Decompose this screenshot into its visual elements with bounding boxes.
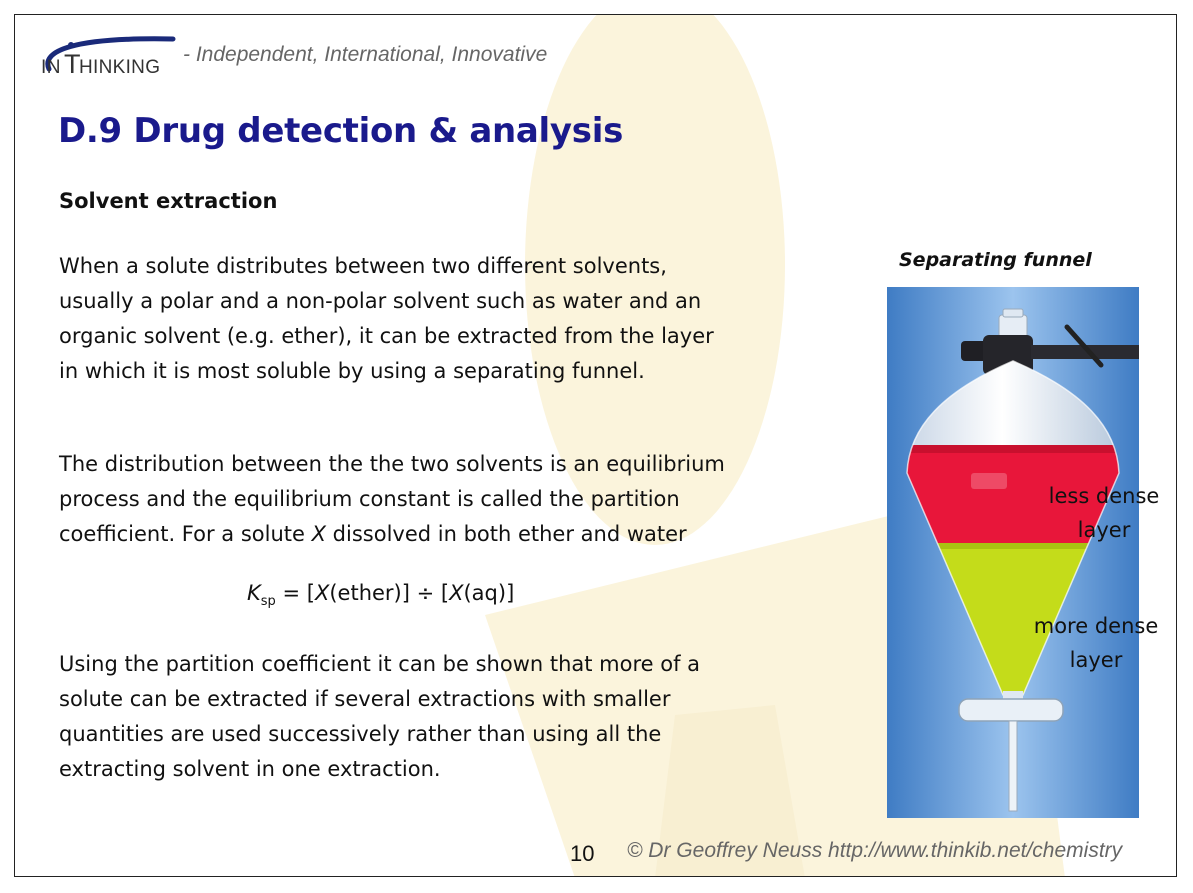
text-line: The distribution between the the two solvents is an equilibrium bbox=[59, 452, 725, 476]
separating-funnel-photo bbox=[887, 287, 1139, 818]
inthinking-logo bbox=[33, 29, 183, 79]
tagline: - Independent, International, Innovative bbox=[183, 43, 548, 66]
conclusion-paragraph bbox=[59, 647, 849, 787]
text-line: quantities are used successively rather than using all the bbox=[59, 722, 662, 746]
copyright-footer: © Dr Geoffrey Neuss http://www.thinkib.net/chemistry bbox=[627, 839, 1123, 862]
partition-paragraph bbox=[59, 447, 849, 552]
text-line: organic solvent (e.g. ether), it can be extracted from the layer bbox=[59, 324, 714, 348]
page-title: D.9 Drug detection & analysis bbox=[58, 111, 624, 151]
text-line: usually a polar and a non-polar solvent such as water and an bbox=[59, 289, 702, 313]
svg-text:IN: IN bbox=[41, 57, 61, 78]
section-heading: Solvent extraction bbox=[59, 189, 278, 213]
text-line: extracting solvent in one extraction. bbox=[59, 757, 441, 781]
figure-caption: Separating funnel bbox=[899, 249, 1092, 271]
text-line: When a solute distributes between two different solvents, bbox=[59, 254, 667, 278]
svg-text:HINKING: HINKING bbox=[79, 57, 161, 78]
text-line: coefficient. For a solute X dissolved in both ether and water bbox=[59, 522, 687, 546]
text-line: in which it is most soluble by using a separating funnel. bbox=[59, 359, 645, 383]
text-line: Using the partition coefficient it can be shown that more of a bbox=[59, 652, 701, 676]
less-dense-layer-label: less dense layer bbox=[1048, 484, 1160, 542]
intro-paragraph bbox=[59, 249, 849, 389]
page-number: 10 bbox=[570, 841, 595, 866]
partition-formula: $K_{sp}$ = [X(ether)] ÷ [X(aq)] bbox=[247, 581, 515, 610]
svg-text:T: T bbox=[64, 49, 81, 79]
text-line: process and the equilibrium constant is called the partition bbox=[59, 487, 680, 511]
slide bbox=[14, 14, 1177, 877]
more-dense-layer-label: more dense layer bbox=[1033, 614, 1159, 672]
text-line: solute can be extracted if several extractions with smaller bbox=[59, 687, 671, 711]
